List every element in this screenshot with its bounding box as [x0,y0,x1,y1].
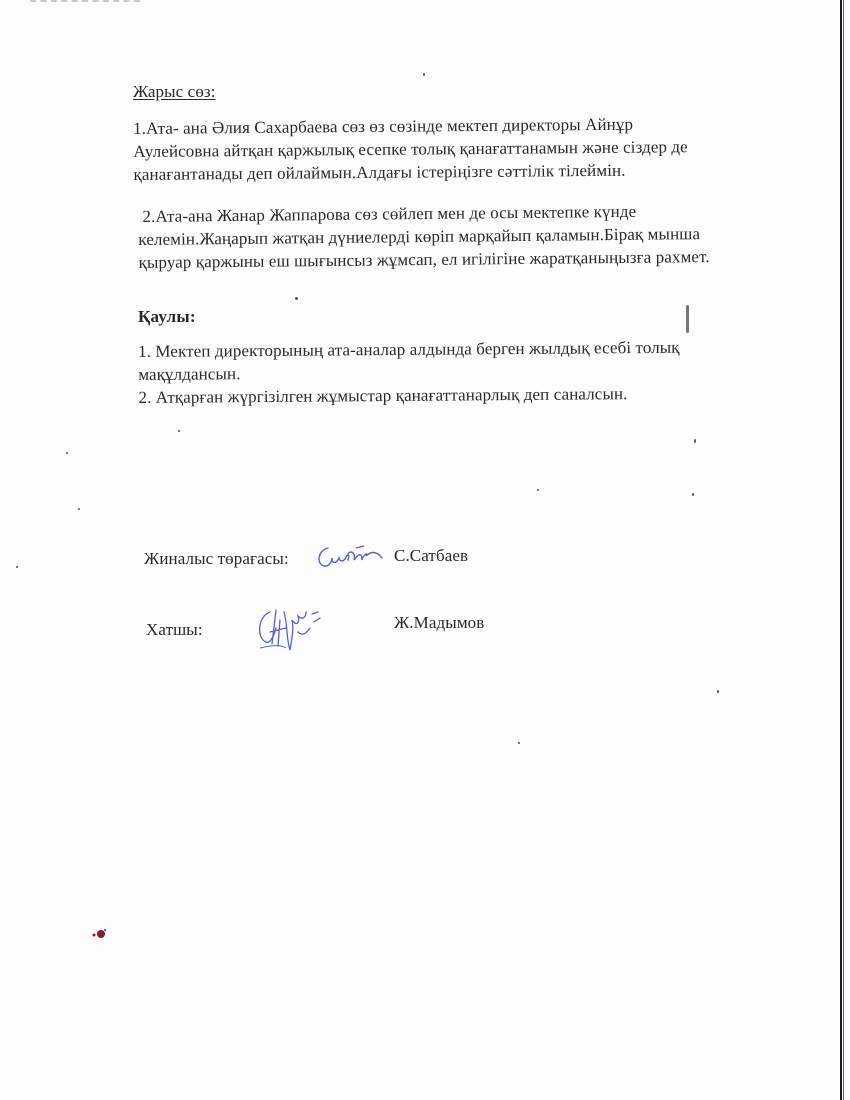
scan-speck [692,493,694,496]
speech-2 [138,199,710,274]
scan-edge-line-inner [843,0,844,1100]
speech-1-line: Аулейсовна айтқан қаржылық есепке толық қанағаттанамын және сіздер де [133,137,688,161]
resolution-list [138,336,680,409]
scan-speck [78,508,80,510]
scan-edge-line [840,0,842,1100]
resolution-line: 1. Мектеп директорының ата-аналар алдында берген жылдық есебі толық [138,337,680,361]
speech-2-line: 2.Ата-ана Жанар Жаппарова сөз сөйлеп мен де осы мектепке күнде [138,201,637,226]
resolution-line: мақұлдансын. [138,364,241,384]
scan-artifact-top [30,0,140,5]
scan-speck [423,73,425,76]
chairman-label: Жиналыс төрағасы: [144,549,289,568]
scan-speck [178,430,180,432]
secretary-signature [240,598,330,662]
resolution-heading: Қаулы: [138,307,196,326]
speech-1 [133,112,688,186]
speech-2-line: келемін.Жаңарып жатқан дүниелерді көріп марқайып қаламын.Бірақ мынша [138,224,701,249]
scan-speck [537,489,539,491]
scan-speck [694,439,696,443]
chairman-name: С.Сатбаев [394,546,469,565]
speech-1-line: қанағантанады деп ойлаймын.Алдағы істеріңізге сәттілік тілеймін. [133,160,626,184]
secretary-label: Хатшы: [146,620,203,639]
speech-2-line: қыруар қаржыны еш шығынсыз жұмсап, ел игілігіне жаратқаныңызға рахмет. [138,247,710,272]
chairman-signature [314,540,384,574]
resolution-line: 2. Атқарған жүргізілген жұмыстар қанағаттанарлық деп саналсын. [138,384,628,407]
scan-speck [295,297,298,300]
secretary-name: Ж.Мадымов [394,613,485,632]
scan-speck [16,566,18,568]
speeches-heading: Жарыс сөз: [133,82,216,101]
scan-speck [686,305,689,333]
scan-speck [518,742,520,744]
scan-speck [66,452,68,454]
scan-speck [717,690,719,693]
speech-1-line: 1.Ата- ана Әлия Сахарбаева сөз өз сөзінде мектеп директоры Айнұр [133,114,634,138]
ink-stain [90,927,108,941]
